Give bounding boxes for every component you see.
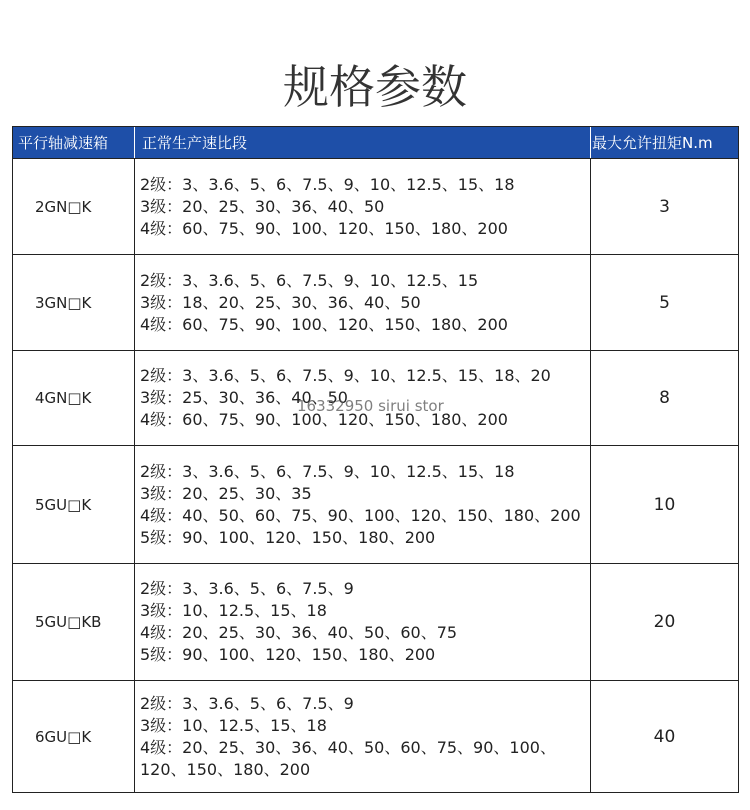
ratio-cell: [135, 446, 591, 563]
ratio-line: 3级：20、25、30、35: [140, 483, 312, 503]
table-row: [13, 445, 738, 563]
ratio-line: 4级：60、75、90、100、120、150、180、200: [140, 410, 508, 429]
ratio-line: 120、150、180、200: [140, 759, 311, 779]
spec-table: [12, 126, 739, 793]
header-model: 平行轴减速箱: [13, 127, 135, 158]
torque-cell: 8: [659, 388, 670, 408]
ratio-line: 2级：3、3.6、5、6、7.5、9、10、12.5、15、18、20: [140, 366, 551, 385]
ratio-cell: [135, 351, 591, 445]
torque-cell: 20: [653, 612, 676, 632]
model-cell: 3GN□K: [13, 255, 135, 350]
torque-cell: 3: [659, 196, 670, 217]
ratio-line: 2级：3、3.6、5、6、7.5、9: [140, 579, 354, 598]
torque-cell: 10: [653, 494, 676, 515]
model-cell: 2GN□K: [13, 159, 135, 254]
ratio-cell: [135, 564, 591, 680]
ratio-line: 5级：90、100、120、150、180、200: [140, 527, 436, 547]
ratio-line: 2级：3、3.6、5、6、7.5、9、10、12.5、15: [140, 270, 479, 290]
ratio-line: 4级：20、25、30、36、40、50、60、75、90、100、: [140, 737, 556, 757]
table-row: [13, 350, 738, 445]
torque-cell: 40: [653, 726, 676, 747]
ratio-line: 4级：60、75、90、100、120、150、180、200: [140, 314, 508, 334]
model-cell: 6GU□K: [13, 681, 135, 792]
table-header: [13, 127, 738, 158]
header-ratio: 正常生产速比段: [135, 127, 591, 158]
table-row: [13, 158, 738, 254]
ratio-line: 2级：3、3.6、5、6、7.5、9、10、12.5、15、18: [140, 174, 515, 194]
ratio-cell: [135, 159, 591, 254]
ratio-line: 2级：3、3.6、5、6、7.5、9、10、12.5、15、18: [140, 461, 515, 481]
ratio-line: 4级：40、50、60、75、90、100、120、150、180、200: [140, 505, 581, 525]
torque-cell: 5: [659, 292, 670, 313]
ratio-line: 4级：60、75、90、100、120、150、180、200: [140, 218, 508, 238]
model-cell: 5GU□KB: [13, 564, 135, 680]
ratio-cell: [135, 681, 591, 792]
table-row: [13, 680, 738, 792]
ratio-line: 3级：18、20、25、30、36、40、50: [140, 292, 421, 312]
ratio-line: 3级：10、12.5、15、18: [140, 715, 327, 735]
ratio-cell: [135, 255, 591, 350]
model-cell: 4GN□K: [13, 351, 135, 445]
header-torque: 最大允许扭矩N.m: [592, 134, 713, 152]
model-cell: 5GU□K: [13, 446, 135, 563]
ratio-line: 4级：20、25、30、36、40、50、60、75: [140, 623, 458, 642]
ratio-line: 2级：3、3.6、5、6、7.5、9: [140, 693, 354, 713]
table-row: [13, 254, 738, 350]
ratio-line: 3级：10、12.5、15、18: [140, 601, 327, 620]
watermark-text: 16332950 sirui stor: [297, 397, 444, 415]
page-title: 规格参数: [283, 60, 467, 114]
ratio-line: 3级：25、30、36、40、50: [140, 388, 348, 407]
ratio-line: 5级：90、100、120、150、180、200: [140, 645, 436, 664]
ratio-line: 3级：20、25、30、36、40、50: [140, 196, 385, 216]
table-row: [13, 563, 738, 680]
